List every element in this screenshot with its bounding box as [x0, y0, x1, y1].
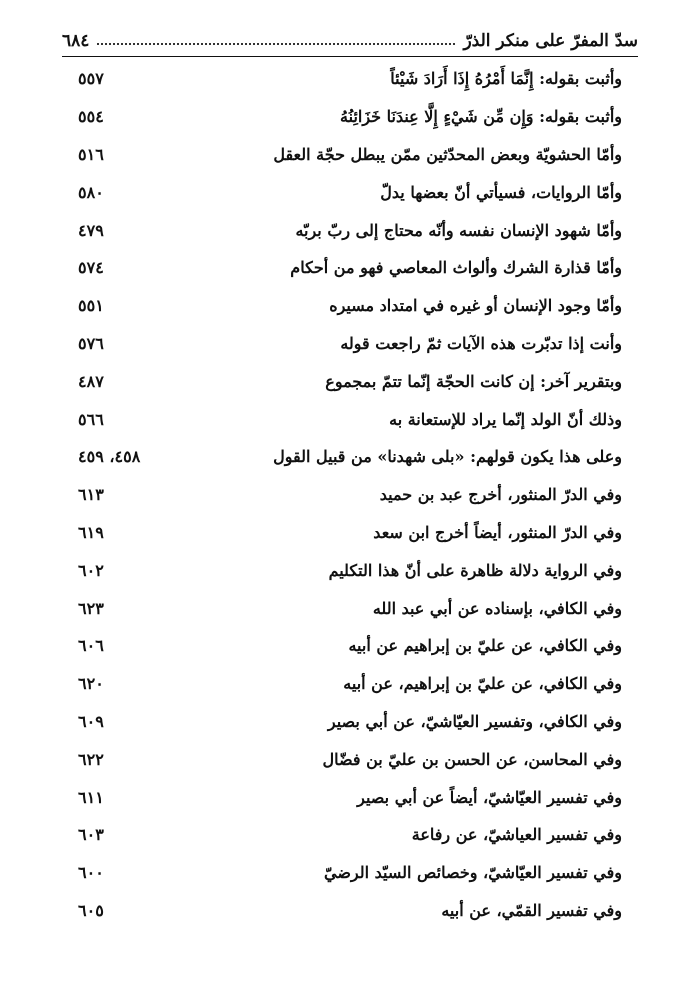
- entry-page-ref: ٦٠٦: [78, 636, 104, 656]
- entry-page-ref: ٥١٦: [78, 144, 104, 164]
- header-title: سدّ المفرّ على منكر الذرّ: [463, 31, 638, 51]
- entry-page-ref: ٦٠٩: [78, 711, 104, 731]
- entry-page-ref: ٤٨٧: [78, 371, 104, 391]
- entry-text: وفي الكافي، وتفسير العيّاشيّ، عن أبي بصير: [327, 711, 622, 731]
- index-entry: [78, 778, 622, 816]
- index-entry: [78, 60, 622, 98]
- index-entry: [78, 703, 622, 741]
- entry-page-ref: ٥٥١: [78, 296, 104, 316]
- index-entry: [78, 400, 622, 438]
- entry-page-ref: ٥٨٠: [78, 182, 104, 202]
- entry-page-ref: ٦٢٠: [78, 674, 104, 694]
- entry-text: وأمّا الروايات، فسيأتي أنّ بعضها يدلّ: [380, 182, 622, 202]
- entry-text: وفي الدرّ المنثور، أخرج عبد بن حميد: [379, 485, 622, 505]
- index-entries: [78, 60, 622, 929]
- entry-text: وفي تفسير العياشيّ، عن رفاعة: [411, 825, 622, 845]
- entry-text: وفي المحاسن، عن الحسن بن عليّ بن فضّال: [322, 749, 622, 769]
- entry-text: وأمّا وجود الإنسان أو غيره في امتداد مسيره: [329, 296, 622, 316]
- index-entry: [78, 362, 622, 400]
- entry-page-ref: ٤٥٨، ٤٥٩: [78, 447, 141, 467]
- entry-page-ref: ٦١١: [78, 787, 104, 807]
- entry-page-ref: ٥٧٦: [78, 333, 104, 353]
- entry-text: وفي الدرّ المنثور، أيضاً أخرج ابن سعد: [373, 522, 622, 542]
- index-entry: [78, 325, 622, 363]
- entry-page-ref: ٥٧٤: [78, 258, 104, 278]
- entry-text: وبتقرير آخر: إن كانت الحجّة إنّما تتمّ بمجموع: [325, 371, 622, 391]
- entry-text: وأمّا قذارة الشرك وألواث المعاصي فهو من أحكام: [290, 258, 622, 278]
- entry-page-ref: ٦١٣: [78, 485, 104, 505]
- running-header: [62, 26, 638, 57]
- entry-page-ref: ٦٠٢: [78, 560, 104, 580]
- index-entry: [78, 98, 622, 136]
- index-entry: [78, 589, 622, 627]
- index-entry: [78, 287, 622, 325]
- entry-page-ref: ٤٧٩: [78, 220, 104, 240]
- entry-text: وفي تفسير القمّي، عن أبيه: [441, 900, 622, 920]
- index-entry: [78, 740, 622, 778]
- header-page-number: ٦٨٤: [62, 31, 90, 51]
- entry-page-ref: ٥٥٧: [78, 69, 104, 89]
- index-entry: [78, 627, 622, 665]
- entry-text: وأمّا الحشويّة وبعض المحدّثين ممّن يبطل حجّة العقل: [273, 144, 622, 164]
- entry-page-ref: ٦٠٥: [78, 900, 104, 920]
- entry-page-ref: ٦٢٣: [78, 598, 104, 618]
- index-entry: [78, 438, 622, 476]
- index-entry: [78, 551, 622, 589]
- entry-text: وأمّا شهود الإنسان نفسه وأنّه محتاج إلى ربّ بربّه: [295, 220, 622, 240]
- index-entry: [78, 173, 622, 211]
- index-entry: [78, 854, 622, 892]
- entry-text: وعلى هذا يكون قولهم: «بلى شهدنا» من قبيل القول: [273, 447, 622, 467]
- entry-text: وأثبت بقوله: وَإِن مِّن شَيْءٍ إِلَّا عِندَنَا خَزَائِنُهُ: [340, 107, 622, 127]
- entry-page-ref: ٦٠٣: [78, 825, 104, 845]
- entry-page-ref: ٦٢٢: [78, 749, 104, 769]
- index-entry: [78, 136, 622, 174]
- index-entry: [78, 665, 622, 703]
- entry-text: وفي تفسير العيّاشيّ، وخصائص السيّد الرضيّ: [324, 863, 622, 883]
- entry-text: وأنت إذا تدبّرت هذه الآيات ثمّ راجعت قوله: [340, 333, 622, 353]
- entry-text: وفي الكافي، عن عليّ بن إبراهيم، عن أبيه: [343, 674, 622, 694]
- index-entry: [78, 514, 622, 552]
- index-entry: [78, 892, 622, 930]
- entry-text: وفي تفسير العيّاشيّ، أيضاً عن أبي بصير: [357, 787, 622, 807]
- entry-text: وفي الرواية دلالة ظاهرة على أنّ هذا التكليم: [328, 560, 622, 580]
- entry-text: وفي الكافي، بإسناده عن أبي عبد الله: [372, 598, 622, 618]
- entry-text: وذلك أنّ الولد إنّما يراد للإستعانة به: [389, 409, 622, 429]
- entry-page-ref: ٦٠٠: [78, 863, 104, 883]
- index-entry: [78, 476, 622, 514]
- entry-text: وفي الكافي، عن عليّ بن إبراهيم عن أبيه: [348, 636, 622, 656]
- dotted-leader: [97, 43, 455, 45]
- entry-page-ref: ٥٥٤: [78, 107, 104, 127]
- entry-page-ref: ٦١٩: [78, 522, 104, 542]
- index-entry: [78, 249, 622, 287]
- index-entry: [78, 816, 622, 854]
- entry-page-ref: ٥٦٦: [78, 409, 104, 429]
- index-entry: [78, 211, 622, 249]
- entry-text: وأثبت بقوله: إِنَّمَا أَمْرُهُ إِذَا أَرَادَ شَيْئاً: [390, 69, 622, 89]
